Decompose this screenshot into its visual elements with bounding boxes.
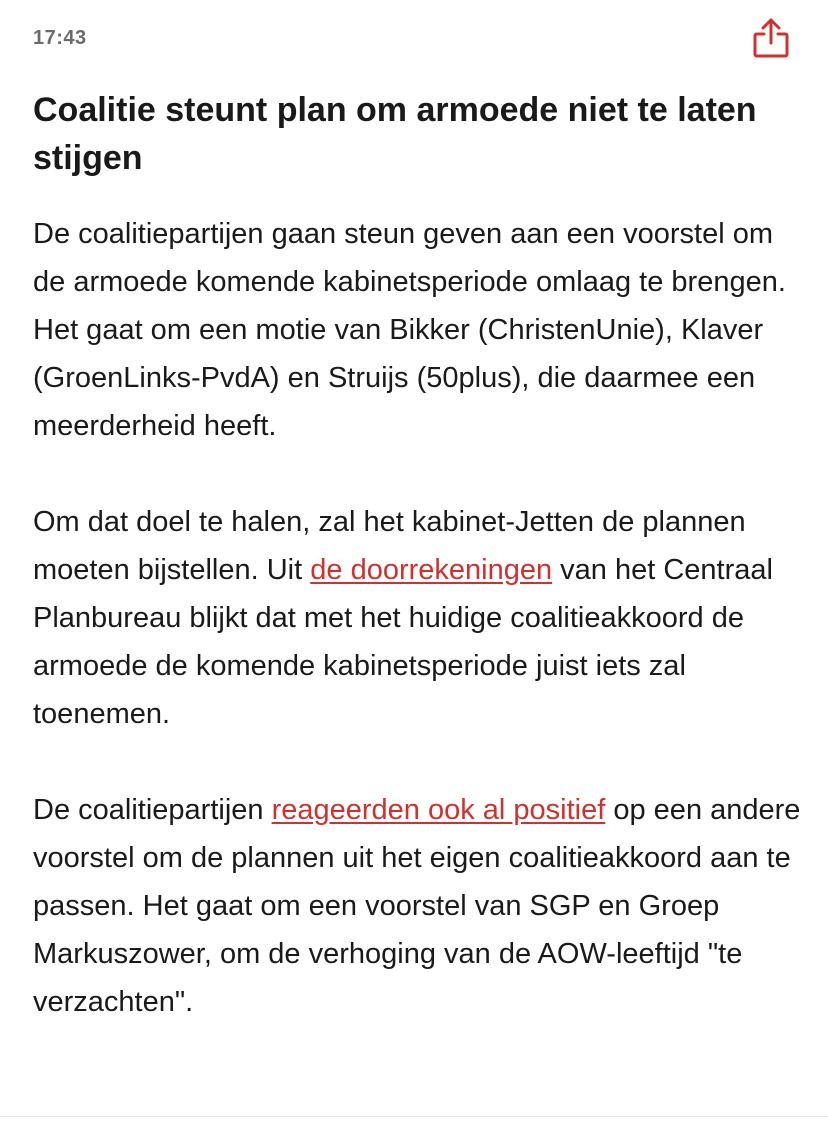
article-title: Coalitie steunt plan om armoede niet te laten stijgen xyxy=(33,91,757,177)
paragraph-text: De coalitiepartijen xyxy=(33,794,272,826)
bottom-divider xyxy=(0,1116,828,1117)
share-button[interactable] xyxy=(750,16,792,60)
article-paragraph-1: De coalitiepartijen gaan steun geven aan een voorstel om de armoede komende kabinetsperiode omlaag te brengen. Het gaat om een motie van Bikker (ChristenUnie), Klaver (GroenLinks-PvdA) en Struijs (50plus), die daarmee een meerderheid heeft. xyxy=(33,218,786,442)
paragraph-text: van het Centraal Planbureau blijkt dat met het huidige coalitieakkoord de armoede de komende kabinetsperiode juist iets zal toenemen. xyxy=(33,554,773,730)
article-paragraph-3 xyxy=(33,786,803,1026)
paragraph-text: op een andere voorstel om de plannen uit het eigen coalitieakkoord aan te passen. Het gaat om een voorstel van SGP en Groep Markuszower, om de verhoging van de AOW-leeftijd "te verzachten". xyxy=(33,794,801,1018)
paragraph-text: Om dat doel te halen, zal het kabinet-Jetten de plannen moeten bijstellen. Uit xyxy=(33,506,746,586)
link-doorrekeningen[interactable]: de doorrekeningen xyxy=(310,554,553,586)
article-paragraph-2 xyxy=(33,498,803,738)
article-body xyxy=(33,210,803,1074)
status-time: 17:43 xyxy=(33,27,87,49)
link-reageerden-positief[interactable]: reageerden ook al positief xyxy=(271,794,606,826)
share-icon xyxy=(750,16,792,60)
